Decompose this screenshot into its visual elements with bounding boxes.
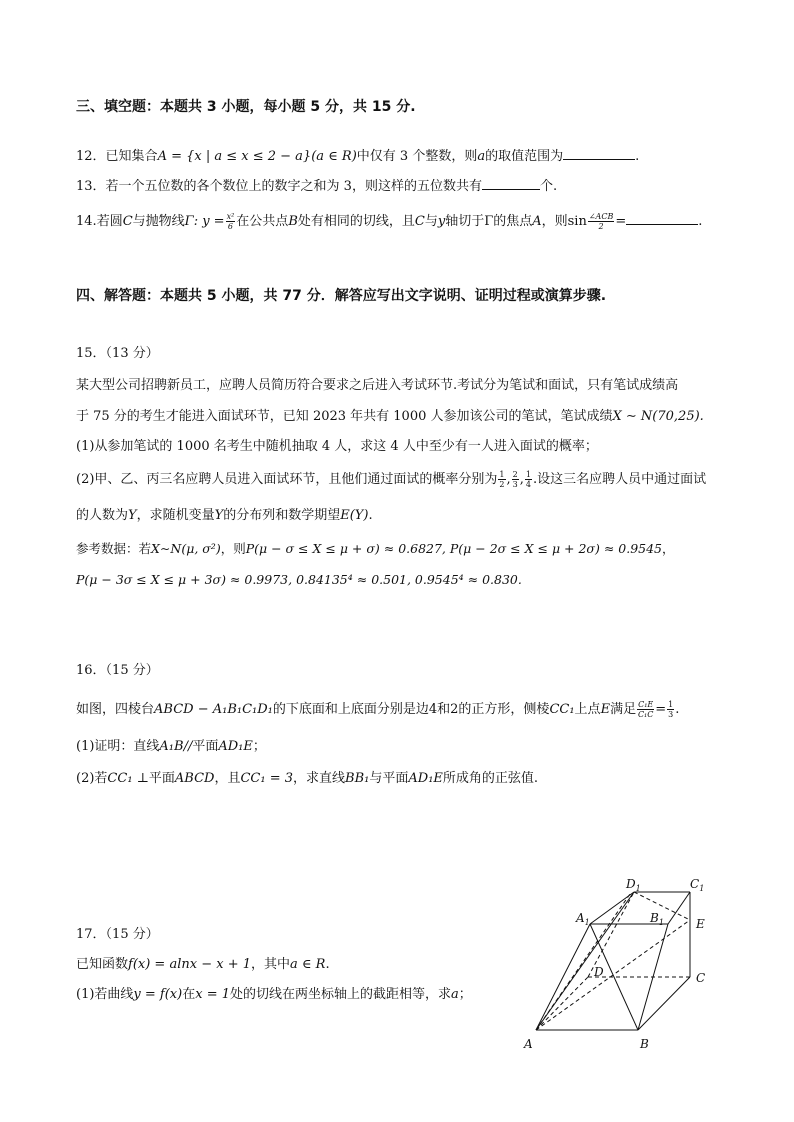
- label-c1: $C_1$: [690, 877, 705, 893]
- q15-frac1: [498, 470, 505, 489]
- q16-ratio-num: C₁E: [638, 700, 654, 709]
- q17-para1: [76, 956, 330, 974]
- q14-text-b: 与抛物线: [132, 214, 185, 229]
- q16-sub2-perp: CC₁ ⊥: [107, 771, 149, 786]
- q15-para2: [76, 408, 704, 426]
- label-e: E: [696, 917, 705, 931]
- q12-text-b: 中仅有 3 个整数，则: [356, 149, 478, 164]
- q15-frac2-num: 2: [512, 470, 518, 479]
- label-b: B: [640, 1037, 649, 1051]
- q12-answer-blank[interactable]: [563, 145, 635, 160]
- edge-b1-c1: [668, 892, 690, 924]
- q16-value-den: 3: [668, 710, 674, 719]
- q15-header: 15．（13 分）: [76, 346, 159, 361]
- q15-var-y: Y: [128, 508, 137, 523]
- q16-edge: CC₁: [549, 702, 575, 717]
- q14-var-b: B: [288, 214, 298, 229]
- q15-sub2-text-e: 的分布列和数学期望: [223, 508, 341, 523]
- q14-frac-num: x²: [226, 212, 235, 221]
- q15-frac3: [525, 470, 532, 489]
- q15-ref-probs: P(μ − σ ≤ X ≤ μ + σ) ≈ 0.6827, P(μ − 2σ ≤ X ≤ μ + 2σ) ≈ 0.9545: [245, 541, 663, 556]
- q14-var-c2: C: [414, 214, 425, 229]
- q15-frac1-den: 2: [499, 480, 505, 489]
- label-c: C: [696, 971, 706, 985]
- q16-point-e: E: [600, 702, 611, 717]
- q14-curve: Γ: y =: [184, 214, 225, 229]
- q16-text-c: 的下底面和上底面分别是边4和2的正方形，侧棱: [272, 702, 550, 717]
- q16-sub2-text-g: ，求直线: [293, 771, 346, 786]
- q15-reference1: [76, 540, 675, 558]
- q16-sub1-text-a: (1)证明：直线: [76, 739, 160, 754]
- q14-fraction: [226, 212, 236, 231]
- q16-text-e: 上点: [574, 702, 601, 717]
- label-a1: $A_1$: [576, 911, 590, 927]
- q16-value-num: 1: [668, 700, 674, 709]
- label-d: D: [594, 965, 604, 979]
- q16-text-g: 满足: [610, 702, 637, 717]
- q15-ref-comma: ，: [662, 541, 675, 556]
- q14-var-y: y: [437, 214, 446, 229]
- q15-sub2-cont: [76, 507, 373, 525]
- q15-sub2: (2)甲、乙、丙三名应聘人员进入面试环节，且他们通过面试的概率分别为 $\frac{1}{2}$ , $\frac{2}{3}$ , $\frac{1}{4}$ .设这三名应聘人员中通过面试: [76, 470, 707, 489]
- q17-text-a: 已知函数: [76, 957, 129, 972]
- q16-sub2-text-c: 平面: [148, 771, 175, 786]
- q16-sub2-text-a: (2)若: [76, 771, 108, 786]
- q16-header: 16．（15 分）: [76, 663, 159, 678]
- q14-text-c: 在公共点: [236, 214, 289, 229]
- q17-sub1: [76, 986, 472, 1004]
- hidden-edge-d1-e: [634, 892, 690, 920]
- q17-curve: y = f(x): [133, 987, 183, 1002]
- q14-var-c: C: [122, 214, 133, 229]
- q15-sub2-text-c: 的人数为: [76, 508, 129, 523]
- q15-frac3-num: 1: [525, 470, 531, 479]
- q14-text-d: 处有相同的切线，且: [297, 214, 415, 229]
- q14-text-f: 轴切于Γ的焦点: [445, 214, 533, 229]
- q12-set: A = {x | a ≤ x ≤ 2 − a}(a ∈ R): [157, 149, 357, 164]
- edge-a-a1: [536, 924, 590, 1030]
- q15-ref-then: ，则: [220, 541, 246, 556]
- q16-sub2-edge: BB₁: [345, 771, 370, 786]
- q14-frac-den: 6: [227, 222, 233, 231]
- hidden-edge-a-e: [536, 920, 690, 1030]
- q16-equals: =: [655, 702, 667, 717]
- q16-ratio-den: C₁C: [637, 710, 654, 719]
- q16-sub1-text-c: 平面: [192, 739, 219, 754]
- q16-sub2-plane: AD₁E: [408, 771, 443, 786]
- q15-frac1-num: 1: [499, 470, 505, 479]
- q16-sub2-text-i: 与平面: [369, 771, 409, 786]
- q12-end: .: [635, 149, 640, 164]
- q15-sub2-end: .: [368, 508, 373, 523]
- section4-heading: 四、解答题：本题共 5 小题，共 77 分．解答应写出文字说明、证明过程或演算步骤.: [76, 288, 607, 304]
- q15-frac3-den: 4: [525, 480, 531, 489]
- label-a: A: [524, 1037, 533, 1051]
- q17-sub1-text-e: 处的切线在两坐标轴上的截距相等，求: [230, 987, 452, 1002]
- q14-equals: =: [615, 214, 627, 229]
- q15-reference2: P(μ − 3σ ≤ X ≤ μ + 3σ) ≈ 0.9973, 0.84135⁴ ≈ 0.501, 0.9545⁴ ≈ 0.830.: [76, 572, 522, 587]
- q16-text-a: 如图，四棱台: [76, 702, 155, 717]
- q12-number: 12．: [76, 149, 106, 164]
- q17-sub1-text-a: (1)若曲线: [76, 987, 134, 1002]
- q16-para1: [76, 700, 679, 719]
- question-14: [76, 210, 702, 231]
- q17-sub1-end: ；: [458, 987, 472, 1002]
- q14-text-g: ，则sin: [541, 214, 587, 229]
- q16-sub2-end: 所成角的正弦值.: [442, 771, 539, 786]
- q16-value: [667, 700, 674, 719]
- q15-ref-dist: X∼N(μ, σ²): [151, 541, 221, 556]
- q14-angle-fraction: [588, 212, 614, 231]
- q15-var-y2: Y: [214, 508, 224, 523]
- q17-header: 17．（15 分）: [76, 927, 159, 942]
- label-d1: $D_1$: [626, 877, 641, 893]
- q17-function: f(x) = alnx − x + 1: [128, 957, 251, 972]
- q16-ratio: [637, 700, 654, 719]
- label-b1: $B_1$: [650, 911, 664, 927]
- q16-sub1: [76, 738, 266, 756]
- q16-sub2-base: ABCD: [174, 771, 215, 786]
- q12-text-c: 的取值范围为: [485, 149, 564, 164]
- q16-frustum: ABCD − A₁B₁C₁D₁: [154, 702, 273, 717]
- edge-a-d1: [536, 892, 634, 1030]
- q13-end: 个.: [539, 179, 558, 194]
- q16-sub1-plane: AD₁E: [218, 739, 253, 754]
- q14-text-e: 与: [424, 214, 438, 229]
- q17-point: x = 1: [195, 987, 230, 1002]
- q15-para1: 某大型公司招聘新员工，应聘人员简历符合要求之后进入考试环节.考试分为笔试和面试，只有笔试成绩高: [76, 378, 679, 393]
- q12-var: a: [477, 149, 486, 164]
- q13-answer-blank[interactable]: [482, 175, 540, 190]
- q16-sub2-length: CC₁ = 3: [240, 771, 294, 786]
- q14-angle-den: 2: [598, 222, 604, 231]
- q15-sub2-text-a: (2)甲、乙、丙三名应聘人员进入面试环节，且他们通过面试的概率分别为: [76, 472, 498, 487]
- question-13: [76, 175, 557, 196]
- section3-heading: 三、填空题：本题共 3 小题，每小题 5 分，共 15 分.: [76, 99, 416, 115]
- q16-sub2-text-e: ，且: [214, 771, 241, 786]
- q15-para2-text: 于 75 分的考生才能进入面试环节，已知 2023 年共有 1000 人参加该公司的笔试，笔试成绩: [76, 409, 613, 424]
- q14-end: .: [698, 214, 703, 229]
- q16-sub1-end: ；: [252, 739, 266, 754]
- q15-sub2-text-b: .设这三名应聘人员中通过面试: [532, 472, 707, 487]
- q15-distribution: X ∼ N(70,25).: [612, 409, 704, 424]
- q14-angle-num: ∠ACB: [588, 212, 614, 221]
- question-12: [76, 145, 639, 166]
- q17-end: .: [325, 957, 330, 972]
- hidden-edge-a-d: [536, 977, 588, 1030]
- q17-var-a: a: [451, 987, 459, 1002]
- q17-text-c: ，其中: [251, 957, 291, 972]
- q14-text-a: 若圆: [96, 214, 123, 229]
- q14-var-a: A: [532, 214, 542, 229]
- q15-ref-label: 参考数据：若: [76, 541, 152, 556]
- q15-sub2-text-d: ，求随机变量: [136, 508, 215, 523]
- q15-frac2: [512, 470, 519, 489]
- q14-number: 14.: [76, 214, 97, 229]
- q16-sub1-line: A₁B//: [159, 739, 193, 754]
- q15-expectation: E(Y): [340, 508, 369, 523]
- q16-end: .: [675, 702, 680, 717]
- q15-sub1: (1)从参加笔试的 1000 名考生中随机抽取 4 人，求这 4 人中至少有一人进入面试的概率；: [76, 439, 598, 454]
- q14-answer-blank[interactable]: [626, 210, 698, 225]
- q17-domain: a ∈ R: [290, 957, 326, 972]
- q17-sub1-text-c: 在: [182, 987, 196, 1002]
- q13-number: 13．: [76, 179, 106, 194]
- q12-text-a: 已知集合: [105, 149, 158, 164]
- frustum-figure: [520, 872, 725, 1060]
- q15-frac2-den: 3: [512, 480, 518, 489]
- q16-sub2: [76, 770, 538, 788]
- q13-text: 若一个五位数的各个数位上的数字之和为 3，则这样的五位数共有: [105, 179, 482, 194]
